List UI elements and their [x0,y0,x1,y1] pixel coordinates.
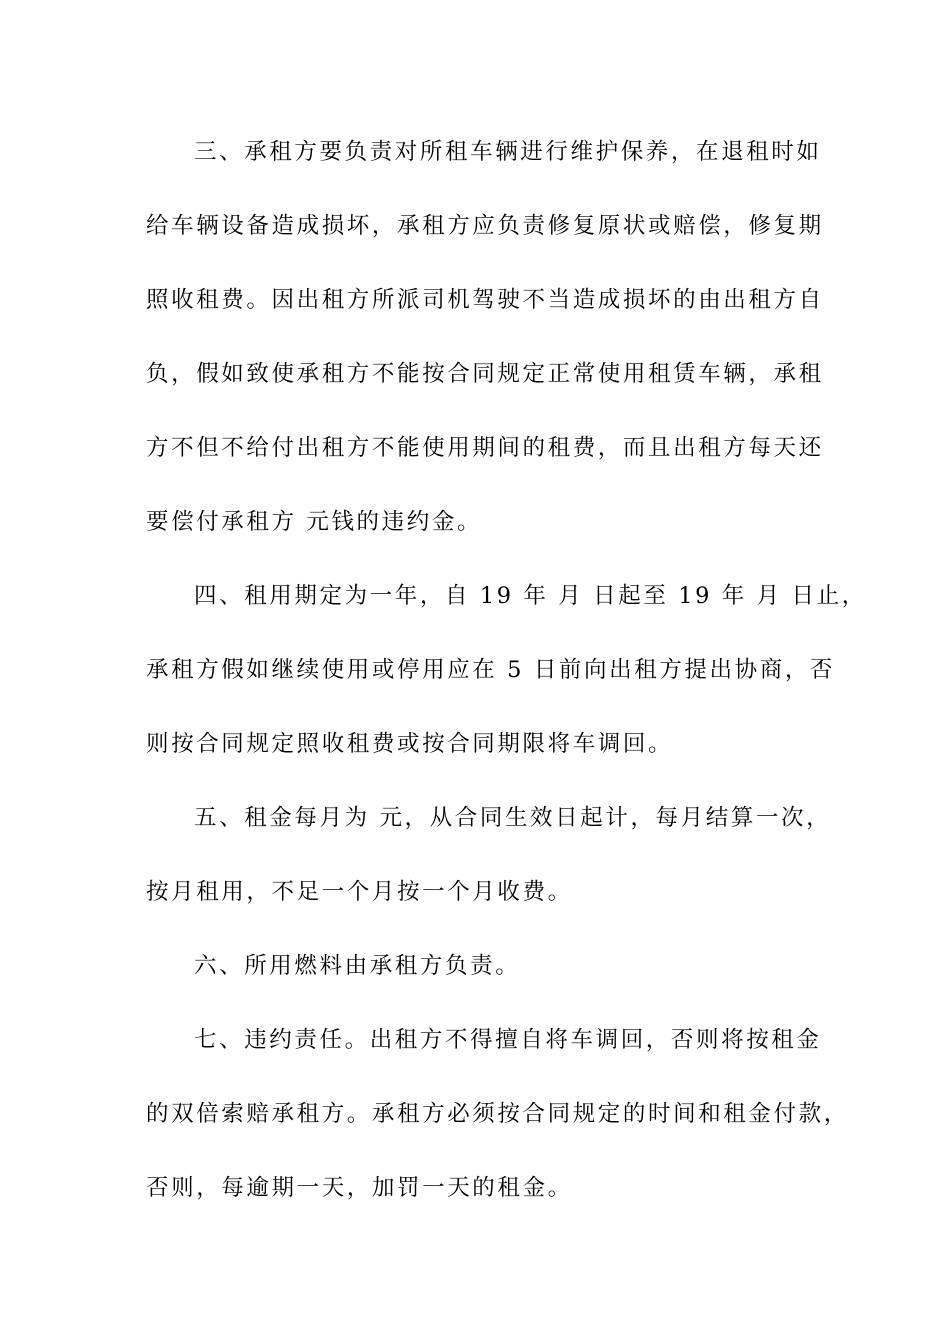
contract-text [146,132,867,1242]
text-line: 四、租用期定为一年，自 19 年 月 日起至 19 年 月 日止， [194,583,867,609]
text-line: 否则，每逾期一天，加罚一天的租金。 [146,1175,573,1201]
text-line: 三、承租方要负责对所租车辆进行维护保养，在退租时如 [194,139,822,165]
text-line: 承租方假如继续使用或停用应在 5 日前向出租方提出协商，否 [146,657,836,683]
text-line: 要偿付承租方 元钱的违约金。 [146,509,483,535]
text-line: 的双倍索赔承租方。承租方必须按合同规定的时间和租金付款， [146,1101,849,1127]
text-line: 照收租费。因出租方所派司机驾驶不当造成损坏的由出租方自 [146,287,824,313]
text-line: 方不但不给付出租方不能使用期间的租费，而且出租方每天还 [146,435,824,461]
text-line: 七、违约责任。出租方不得擅自将车调回，否则将按租金 [194,1027,822,1053]
text-line: 按月租用，不足一个月按一个月收费。 [146,879,573,905]
text-line: 五、租金每月为 元，从合同生效日起计，每月结算一次， [194,805,832,831]
text-line: 则按合同规定照收租费或按合同期限将车调回。 [146,731,674,757]
text-line: 六、所用燃料由承租方负责。 [194,953,521,979]
text-line: 负，假如致使承租方不能按合同规定正常使用租赁车辆，承租 [146,361,824,387]
text-line: 给车辆设备造成损坏，承租方应负责修复原状或赔偿，修复期 [146,213,824,239]
